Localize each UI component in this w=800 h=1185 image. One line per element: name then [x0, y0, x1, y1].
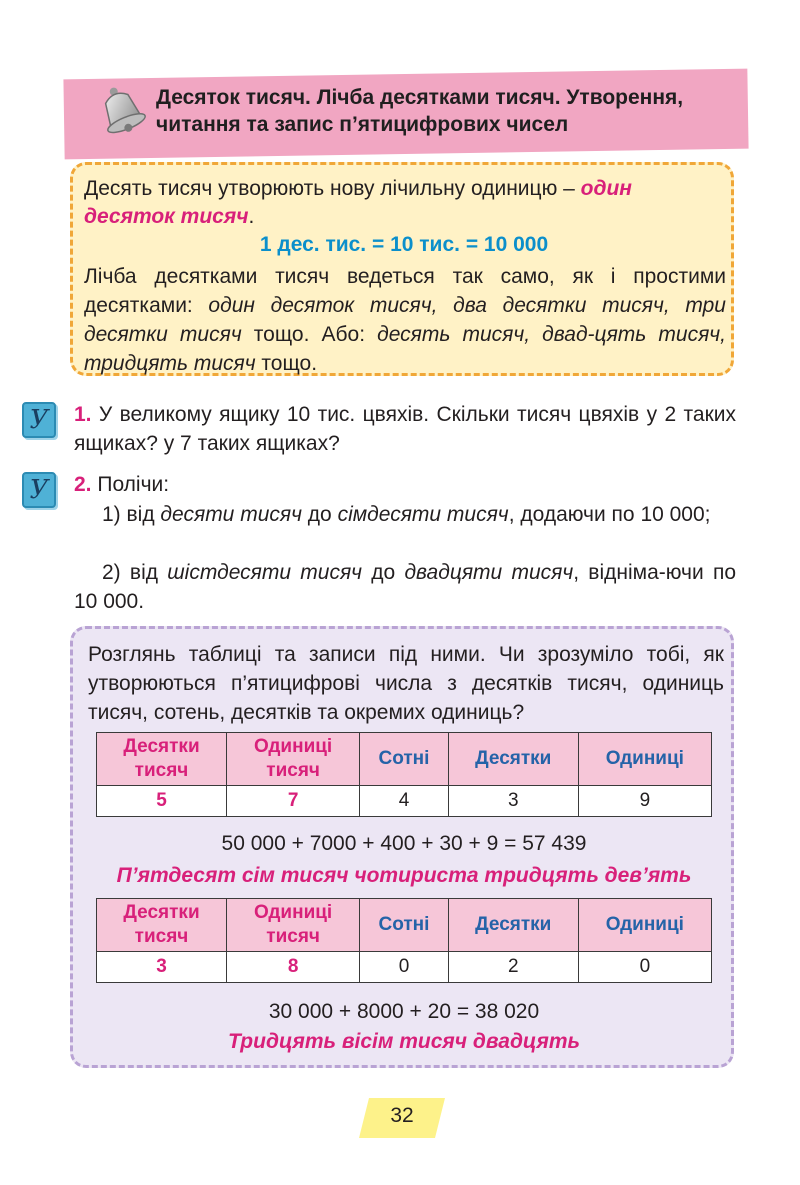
- column-header: Одиниці тисяч: [227, 899, 360, 952]
- task-2: 2. Полічи:: [74, 473, 170, 496]
- column-header: Десятки тисяч: [97, 733, 227, 786]
- expanded-equation-2: 30 000 + 8000 + 20 = 38 020: [268, 1000, 540, 1023]
- rule-highlight: десяток тисяч: [84, 205, 249, 228]
- digit-cell: 3: [448, 786, 578, 817]
- column-header: Десятки тисяч: [97, 899, 227, 952]
- table-row: [97, 786, 712, 817]
- task-2-item-1: 1) від десяти тисяч до сімдесяти тисяч, додаючи по 10 000;: [102, 503, 711, 526]
- handwriting-u-icon: У: [22, 472, 56, 508]
- rule-line-2: десяток тисяч.: [84, 205, 255, 228]
- digit-cell: 8: [227, 952, 360, 983]
- expanded-equation-1: 50 000 + 7000 + 400 + 30 + 9 = 57 439: [221, 832, 587, 855]
- table-row: [97, 952, 712, 983]
- digit-cell: 9: [578, 786, 711, 817]
- task-number: 1.: [74, 403, 92, 426]
- bell-icon: [92, 84, 152, 140]
- digit-cell: 4: [360, 786, 448, 817]
- table-header-row: [97, 899, 712, 952]
- column-header: Сотні: [360, 899, 448, 952]
- column-header: Одиниці тисяч: [227, 733, 360, 786]
- rule-paragraph: Лічба десятками тисяч ведеться так само, як і простими десятками: один десяток тисяч, два десятки тисяч, три десятки тисяч тощо. Або: десять тисяч, двад-цять тисяч, тридцять тисяч тощо.: [84, 265, 726, 375]
- table-header-row: [97, 733, 712, 786]
- digit-cell: 0: [578, 952, 711, 983]
- number-in-words-2: Тридцять вісім тисяч двадцять: [228, 1030, 580, 1053]
- number-in-words-1: П’ятдесят сім тисяч чотириста тридцять дев’ять: [116, 864, 692, 887]
- task-number: 2.: [74, 473, 92, 496]
- place-value-table-2: [96, 898, 712, 983]
- place-value-intro: Розглянь таблиці та записи під ними. Чи зрозуміло тобі, як утворюються п’ятицифрові числа з десятків тисяч, одиниць тисяч, сотень, десятків та окремих одиниць?: [88, 643, 724, 724]
- column-header: Одиниці: [578, 899, 711, 952]
- column-header: Десятки: [448, 733, 578, 786]
- rule-formula: 1 дес. тис. = 10 тис. = 10 000: [259, 233, 549, 256]
- rule-line-1: Десять тисяч утворюють нову лічильну одиницю – один: [84, 177, 632, 200]
- title-line-1: Десяток тисяч. Лічба десятками тисяч. Утворення,: [156, 86, 684, 109]
- digit-cell: 7: [227, 786, 360, 817]
- digit-cell: 3: [97, 952, 227, 983]
- column-header: Сотні: [360, 733, 448, 786]
- digit-cell: 2: [448, 952, 578, 983]
- task-2-item-2: 2) від шістдесяти тисяч до двадцяти тисяч, відніма-ючи по 10 000.: [74, 561, 737, 613]
- handwriting-u-icon: У: [22, 402, 56, 438]
- column-header: Десятки: [448, 899, 578, 952]
- title-line-2: читання та запис п’ятицифрових чисел: [156, 113, 569, 136]
- digit-cell: 0: [360, 952, 448, 983]
- rule-highlight: один: [580, 177, 632, 200]
- task-1: 1. У великому ящику 10 тис. цвяхів. Скільки тисяч цвяхів у 2 таких ящиках? у 7 таких ящиках?: [74, 403, 736, 455]
- column-header: Одиниці: [578, 733, 711, 786]
- place-value-table-1: [96, 732, 712, 817]
- page-number: 32: [390, 1104, 414, 1127]
- digit-cell: 5: [97, 786, 227, 817]
- page-title: [156, 84, 736, 138]
